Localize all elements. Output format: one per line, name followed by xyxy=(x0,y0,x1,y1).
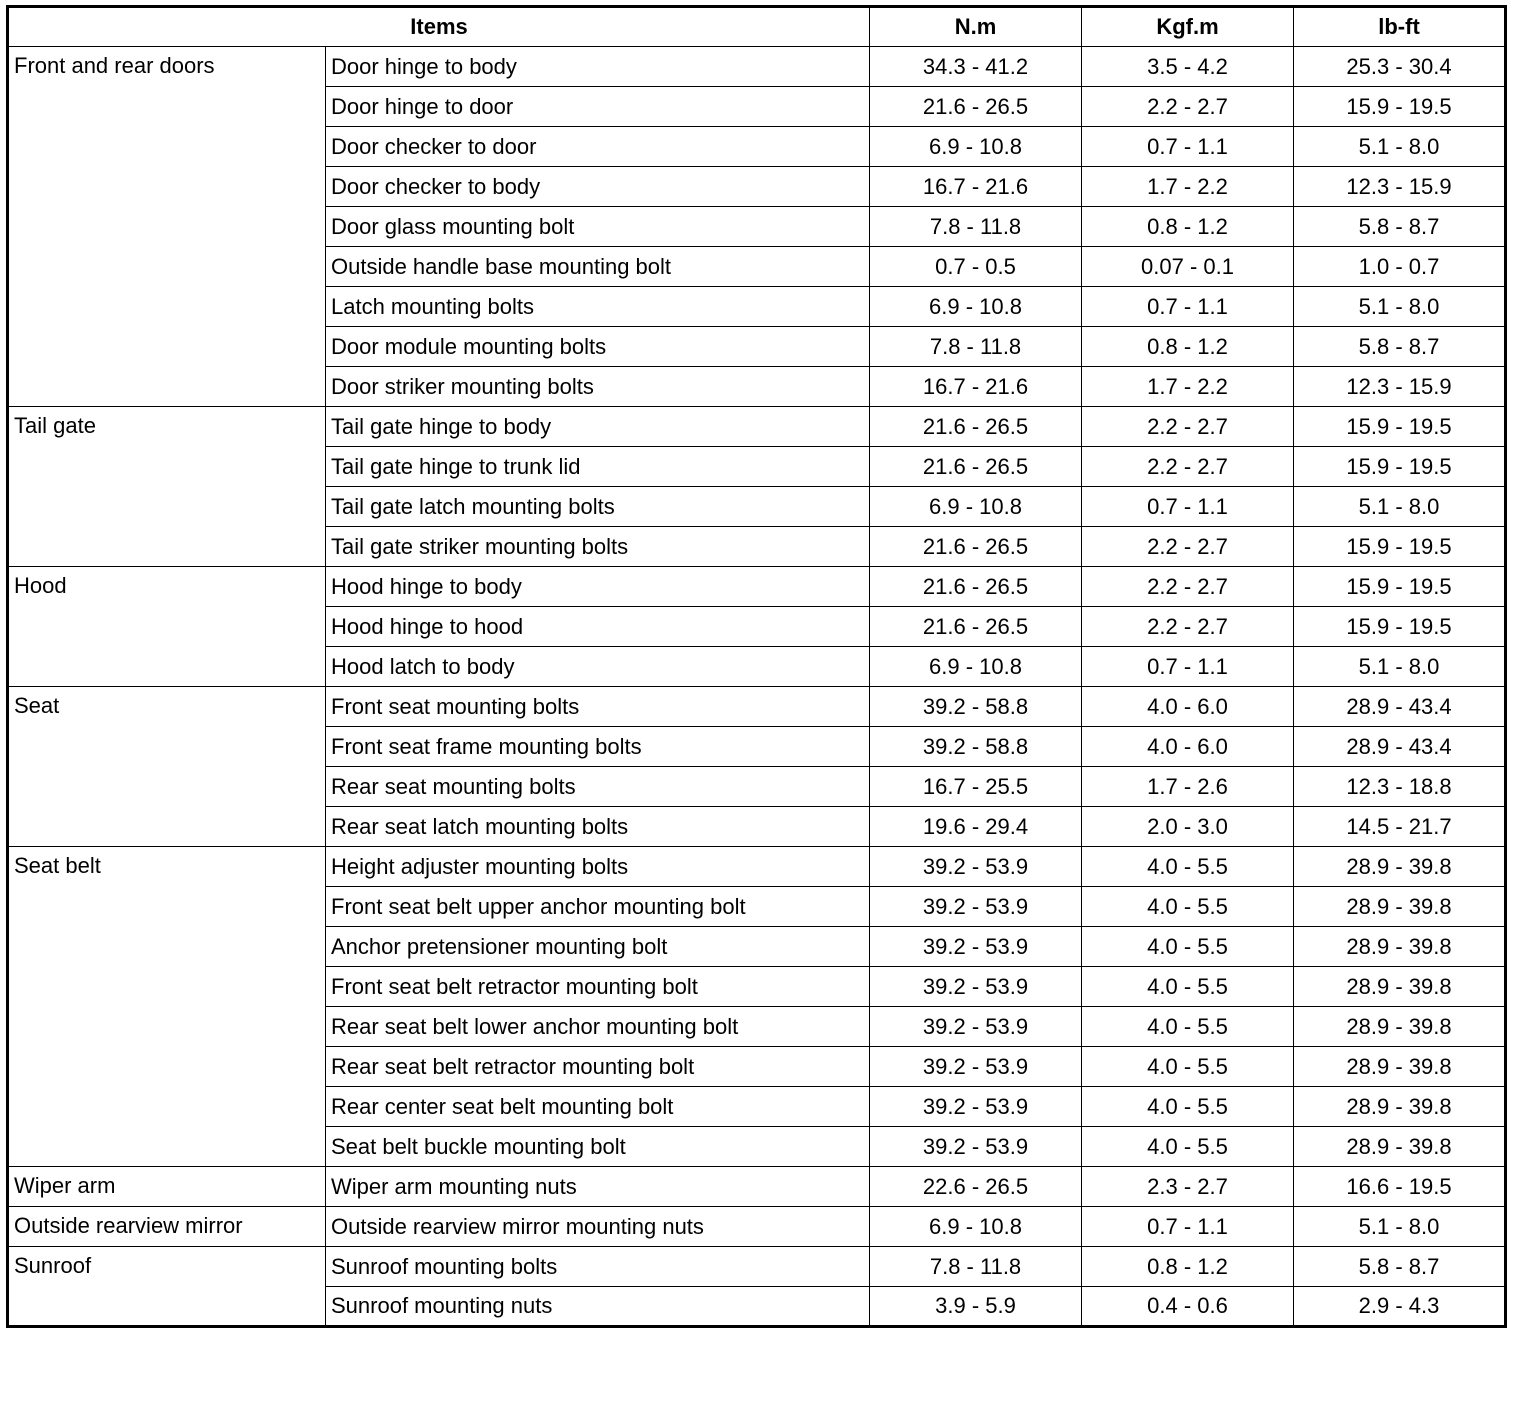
kgfm-value-cell: 4.0 - 5.5 xyxy=(1082,927,1294,967)
lbft-value-cell: 28.9 - 43.4 xyxy=(1294,727,1506,767)
item-name-cell: Outside handle base mounting bolt xyxy=(326,247,870,287)
lbft-value-cell: 14.5 - 21.7 xyxy=(1294,807,1506,847)
item-name-cell: Door glass mounting bolt xyxy=(326,207,870,247)
group-name-cell: Tail gate xyxy=(8,407,326,567)
table-row xyxy=(8,1167,1506,1207)
kgfm-value-cell: 2.3 - 2.7 xyxy=(1082,1167,1294,1207)
item-name-cell: Tail gate hinge to trunk lid xyxy=(326,447,870,487)
kgfm-value-cell: 1.7 - 2.2 xyxy=(1082,167,1294,207)
item-name-cell: Rear seat belt retractor mounting bolt xyxy=(326,1047,870,1087)
group-name-cell: Wiper arm xyxy=(8,1167,326,1207)
lbft-value-cell: 15.9 - 19.5 xyxy=(1294,87,1506,127)
table-body xyxy=(8,47,1506,1327)
table-row xyxy=(8,407,1506,447)
kgfm-value-cell: 4.0 - 5.5 xyxy=(1082,967,1294,1007)
kgfm-value-cell: 0.7 - 1.1 xyxy=(1082,287,1294,327)
kgfm-value-cell: 2.2 - 2.7 xyxy=(1082,87,1294,127)
group-name-cell: Front and rear doors xyxy=(8,47,326,407)
item-name-cell: Tail gate latch mounting bolts xyxy=(326,487,870,527)
lbft-value-cell: 28.9 - 39.8 xyxy=(1294,1047,1506,1087)
item-name-cell: Hood hinge to hood xyxy=(326,607,870,647)
item-name-cell: Outside rearview mirror mounting nuts xyxy=(326,1207,870,1247)
group-name-cell: Seat belt xyxy=(8,847,326,1167)
nm-value-cell: 6.9 - 10.8 xyxy=(870,1207,1082,1247)
item-name-cell: Hood latch to body xyxy=(326,647,870,687)
item-name-cell: Seat belt buckle mounting bolt xyxy=(326,1127,870,1167)
lbft-value-cell: 25.3 - 30.4 xyxy=(1294,47,1506,87)
item-name-cell: Door hinge to body xyxy=(326,47,870,87)
kgfm-value-cell: 0.7 - 1.1 xyxy=(1082,487,1294,527)
nm-value-cell: 16.7 - 21.6 xyxy=(870,167,1082,207)
item-name-cell: Rear center seat belt mounting bolt xyxy=(326,1087,870,1127)
nm-value-cell: 39.2 - 53.9 xyxy=(870,967,1082,1007)
nm-value-cell: 39.2 - 53.9 xyxy=(870,847,1082,887)
nm-value-cell: 6.9 - 10.8 xyxy=(870,287,1082,327)
lbft-value-cell: 28.9 - 39.8 xyxy=(1294,1087,1506,1127)
nm-value-cell: 21.6 - 26.5 xyxy=(870,527,1082,567)
lbft-value-cell: 5.8 - 8.7 xyxy=(1294,327,1506,367)
lbft-value-cell: 15.9 - 19.5 xyxy=(1294,527,1506,567)
kgfm-value-cell: 1.7 - 2.6 xyxy=(1082,767,1294,807)
lbft-value-cell: 28.9 - 39.8 xyxy=(1294,927,1506,967)
lbft-value-cell: 28.9 - 39.8 xyxy=(1294,887,1506,927)
kgfm-value-cell: 3.5 - 4.2 xyxy=(1082,47,1294,87)
header-nm: N.m xyxy=(870,7,1082,47)
item-name-cell: Sunroof mounting nuts xyxy=(326,1287,870,1327)
kgfm-value-cell: 0.4 - 0.6 xyxy=(1082,1287,1294,1327)
lbft-value-cell: 12.3 - 18.8 xyxy=(1294,767,1506,807)
lbft-value-cell: 12.3 - 15.9 xyxy=(1294,367,1506,407)
item-name-cell: Door module mounting bolts xyxy=(326,327,870,367)
item-name-cell: Sunroof mounting bolts xyxy=(326,1247,870,1287)
item-name-cell: Tail gate hinge to body xyxy=(326,407,870,447)
kgfm-value-cell: 0.07 - 0.1 xyxy=(1082,247,1294,287)
lbft-value-cell: 15.9 - 19.5 xyxy=(1294,447,1506,487)
lbft-value-cell: 5.1 - 8.0 xyxy=(1294,647,1506,687)
item-name-cell: Tail gate striker mounting bolts xyxy=(326,527,870,567)
lbft-value-cell: 28.9 - 43.4 xyxy=(1294,687,1506,727)
item-name-cell: Front seat frame mounting bolts xyxy=(326,727,870,767)
nm-value-cell: 6.9 - 10.8 xyxy=(870,647,1082,687)
lbft-value-cell: 5.1 - 8.0 xyxy=(1294,287,1506,327)
item-name-cell: Wiper arm mounting nuts xyxy=(326,1167,870,1207)
nm-value-cell: 21.6 - 26.5 xyxy=(870,447,1082,487)
nm-value-cell: 3.9 - 5.9 xyxy=(870,1287,1082,1327)
nm-value-cell: 21.6 - 26.5 xyxy=(870,87,1082,127)
nm-value-cell: 39.2 - 53.9 xyxy=(870,1047,1082,1087)
table-row xyxy=(8,1247,1506,1287)
lbft-value-cell: 15.9 - 19.5 xyxy=(1294,407,1506,447)
kgfm-value-cell: 4.0 - 6.0 xyxy=(1082,727,1294,767)
lbft-value-cell: 15.9 - 19.5 xyxy=(1294,567,1506,607)
nm-value-cell: 19.6 - 29.4 xyxy=(870,807,1082,847)
item-name-cell: Front seat belt upper anchor mounting bolt xyxy=(326,887,870,927)
nm-value-cell: 39.2 - 53.9 xyxy=(870,1007,1082,1047)
kgfm-value-cell: 2.2 - 2.7 xyxy=(1082,607,1294,647)
nm-value-cell: 0.7 - 0.5 xyxy=(870,247,1082,287)
kgfm-value-cell: 4.0 - 6.0 xyxy=(1082,687,1294,727)
group-name-cell: Seat xyxy=(8,687,326,847)
lbft-value-cell: 28.9 - 39.8 xyxy=(1294,1007,1506,1047)
kgfm-value-cell: 2.2 - 2.7 xyxy=(1082,527,1294,567)
group-name-cell: Hood xyxy=(8,567,326,687)
lbft-value-cell: 1.0 - 0.7 xyxy=(1294,247,1506,287)
nm-value-cell: 6.9 - 10.8 xyxy=(870,487,1082,527)
nm-value-cell: 39.2 - 58.8 xyxy=(870,687,1082,727)
lbft-value-cell: 5.1 - 8.0 xyxy=(1294,127,1506,167)
lbft-value-cell: 28.9 - 39.8 xyxy=(1294,1127,1506,1167)
table-row xyxy=(8,47,1506,87)
lbft-value-cell: 28.9 - 39.8 xyxy=(1294,967,1506,1007)
item-name-cell: Height adjuster mounting bolts xyxy=(326,847,870,887)
kgfm-value-cell: 0.7 - 1.1 xyxy=(1082,647,1294,687)
table-row xyxy=(8,687,1506,727)
item-name-cell: Front seat belt retractor mounting bolt xyxy=(326,967,870,1007)
item-name-cell: Rear seat belt lower anchor mounting bolt xyxy=(326,1007,870,1047)
lbft-value-cell: 5.1 - 8.0 xyxy=(1294,1207,1506,1247)
kgfm-value-cell: 0.8 - 1.2 xyxy=(1082,1247,1294,1287)
kgfm-value-cell: 2.0 - 3.0 xyxy=(1082,807,1294,847)
header-row xyxy=(8,7,1506,47)
kgfm-value-cell: 2.2 - 2.7 xyxy=(1082,407,1294,447)
kgfm-value-cell: 0.8 - 1.2 xyxy=(1082,207,1294,247)
nm-value-cell: 7.8 - 11.8 xyxy=(870,327,1082,367)
item-name-cell: Rear seat mounting bolts xyxy=(326,767,870,807)
lbft-value-cell: 5.1 - 8.0 xyxy=(1294,487,1506,527)
kgfm-value-cell: 4.0 - 5.5 xyxy=(1082,1047,1294,1087)
table-row xyxy=(8,1207,1506,1247)
kgfm-value-cell: 4.0 - 5.5 xyxy=(1082,1007,1294,1047)
kgfm-value-cell: 0.7 - 1.1 xyxy=(1082,127,1294,167)
kgfm-value-cell: 2.2 - 2.7 xyxy=(1082,567,1294,607)
lbft-value-cell: 16.6 - 19.5 xyxy=(1294,1167,1506,1207)
nm-value-cell: 7.8 - 11.8 xyxy=(870,1247,1082,1287)
lbft-value-cell: 5.8 - 8.7 xyxy=(1294,1247,1506,1287)
item-name-cell: Door striker mounting bolts xyxy=(326,367,870,407)
nm-value-cell: 21.6 - 26.5 xyxy=(870,607,1082,647)
header-items: Items xyxy=(8,7,870,47)
nm-value-cell: 16.7 - 25.5 xyxy=(870,767,1082,807)
kgfm-value-cell: 2.2 - 2.7 xyxy=(1082,447,1294,487)
nm-value-cell: 34.3 - 41.2 xyxy=(870,47,1082,87)
item-name-cell: Rear seat latch mounting bolts xyxy=(326,807,870,847)
nm-value-cell: 39.2 - 53.9 xyxy=(870,927,1082,967)
torque-spec-table xyxy=(6,5,1507,1328)
lbft-value-cell: 12.3 - 15.9 xyxy=(1294,167,1506,207)
kgfm-value-cell: 4.0 - 5.5 xyxy=(1082,847,1294,887)
item-name-cell: Door hinge to door xyxy=(326,87,870,127)
lbft-value-cell: 5.8 - 8.7 xyxy=(1294,207,1506,247)
kgfm-value-cell: 0.8 - 1.2 xyxy=(1082,327,1294,367)
kgfm-value-cell: 4.0 - 5.5 xyxy=(1082,1087,1294,1127)
nm-value-cell: 22.6 - 26.5 xyxy=(870,1167,1082,1207)
nm-value-cell: 39.2 - 58.8 xyxy=(870,727,1082,767)
nm-value-cell: 7.8 - 11.8 xyxy=(870,207,1082,247)
item-name-cell: Anchor pretensioner mounting bolt xyxy=(326,927,870,967)
nm-value-cell: 39.2 - 53.9 xyxy=(870,887,1082,927)
kgfm-value-cell: 4.0 - 5.5 xyxy=(1082,1127,1294,1167)
nm-value-cell: 39.2 - 53.9 xyxy=(870,1087,1082,1127)
kgfm-value-cell: 4.0 - 5.5 xyxy=(1082,887,1294,927)
kgfm-value-cell: 0.7 - 1.1 xyxy=(1082,1207,1294,1247)
nm-value-cell: 16.7 - 21.6 xyxy=(870,367,1082,407)
table-row xyxy=(8,567,1506,607)
nm-value-cell: 39.2 - 53.9 xyxy=(870,1127,1082,1167)
item-name-cell: Latch mounting bolts xyxy=(326,287,870,327)
lbft-value-cell: 2.9 - 4.3 xyxy=(1294,1287,1506,1327)
group-name-cell: Outside rearview mirror xyxy=(8,1207,326,1247)
lbft-value-cell: 28.9 - 39.8 xyxy=(1294,847,1506,887)
header-lbft: lb-ft xyxy=(1294,7,1506,47)
header-kgfm: Kgf.m xyxy=(1082,7,1294,47)
table-row xyxy=(8,847,1506,887)
group-name-cell: Sunroof xyxy=(8,1247,326,1327)
nm-value-cell: 21.6 - 26.5 xyxy=(870,567,1082,607)
nm-value-cell: 21.6 - 26.5 xyxy=(870,407,1082,447)
item-name-cell: Hood hinge to body xyxy=(326,567,870,607)
item-name-cell: Front seat mounting bolts xyxy=(326,687,870,727)
item-name-cell: Door checker to body xyxy=(326,167,870,207)
nm-value-cell: 6.9 - 10.8 xyxy=(870,127,1082,167)
kgfm-value-cell: 1.7 - 2.2 xyxy=(1082,367,1294,407)
lbft-value-cell: 15.9 - 19.5 xyxy=(1294,607,1506,647)
item-name-cell: Door checker to door xyxy=(326,127,870,167)
